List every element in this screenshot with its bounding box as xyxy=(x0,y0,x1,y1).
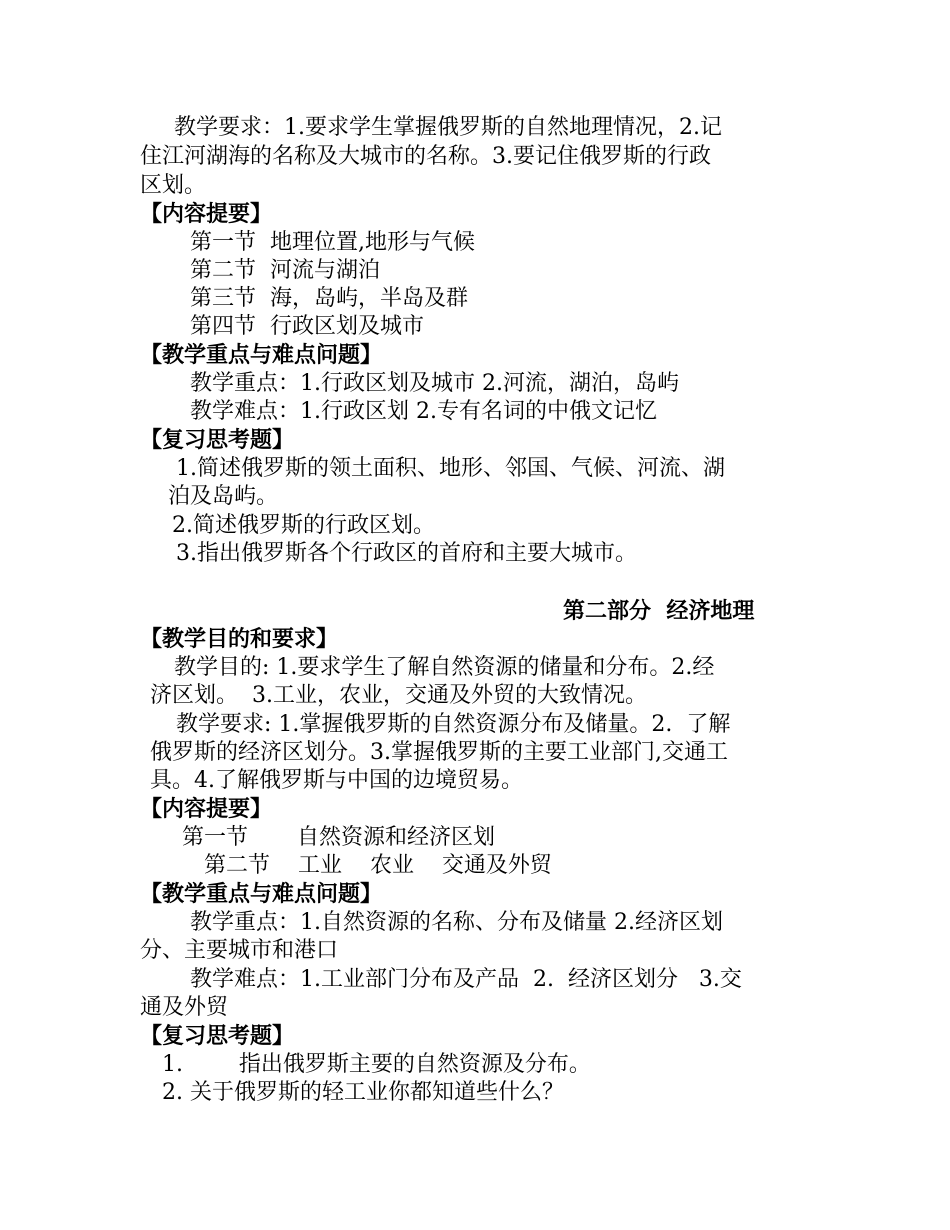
teaching-requirement-line-1: 教学要求：1.要求学生掌握俄罗斯的自然地理情况，2.记 xyxy=(174,115,722,140)
key-points-line: 教学重点：1.行政区划及城市 2.河流，湖泊，岛屿 xyxy=(190,371,679,396)
part-2-title: 第二部分 经济地理 xyxy=(563,598,755,624)
key-difficult-points-heading: 【教学重点与难点问题】 xyxy=(140,881,383,907)
teaching-requirement-line-2: 住江河湖海的名称及大城市的名称。3.要记住俄罗斯的行政 xyxy=(140,144,711,169)
section-item: 第四节 行政区划及城市 xyxy=(190,314,424,339)
teaching-goal-line-1: 教学目的: 1.要求学生了解自然资源的储量和分布。2.经 xyxy=(174,655,715,680)
key-points-line-1: 教学重点：1.自然资源的名称、分布及储量 2.经济区划 xyxy=(190,910,723,935)
teaching-requirement-line-3: 区划。 xyxy=(140,173,207,198)
teaching-requirement-line-3: 具。4.了解俄罗斯与中国的边境贸易。 xyxy=(150,768,523,793)
review-questions-heading: 【复习思考题】 xyxy=(140,1023,295,1049)
section-item: 第一节 自然资源和经济区划 xyxy=(182,825,495,850)
review-question-1-line-2: 泊及岛屿。 xyxy=(168,484,279,509)
difficult-points-line: 教学难点：1.行政区划 2.专有名词的中俄文记忆 xyxy=(190,399,657,424)
teaching-requirement-line-2: 俄罗斯的经济区划分。3.掌握俄罗斯的主要工业部门,交通工 xyxy=(150,740,728,765)
section-item: 第一节 地理位置,地形与气候 xyxy=(190,230,475,255)
review-question-2: 2.简述俄罗斯的行政区划。 xyxy=(172,513,435,538)
section-item: 第二节 工业 农业 交通及外贸 xyxy=(204,853,552,878)
key-difficult-points-heading: 【教学重点与难点问题】 xyxy=(140,342,383,368)
section-item: 第二节 河流与湖泊 xyxy=(190,258,380,283)
section-item: 第三节 海，岛屿，半岛及群 xyxy=(190,286,468,311)
teaching-requirement-line-1: 教学要求: 1.掌握俄罗斯的自然资源分布及储量。2. 了解 xyxy=(176,712,731,737)
teaching-goals-heading: 【教学目的和要求】 xyxy=(140,626,339,652)
review-questions-heading: 【复习思考题】 xyxy=(140,427,295,453)
content-summary-heading: 【内容提要】 xyxy=(140,201,273,227)
content-summary-heading: 【内容提要】 xyxy=(140,796,273,822)
difficult-points-line-1: 教学难点：1.工业部门分布及产品 2. 经济区划分 3.交 xyxy=(190,967,742,992)
teaching-goal-line-2: 济区划。 3.工业，农业，交通及外贸的大致情况。 xyxy=(150,683,647,708)
review-question-3: 3.指出俄罗斯各个行政区的首府和主要大城市。 xyxy=(176,541,637,566)
difficult-points-line-2: 通及外贸 xyxy=(140,995,229,1020)
review-question-2: 2. 关于俄罗斯的轻工业你都知道些什么？ xyxy=(162,1080,564,1105)
review-question-1-line-1: 1.简述俄罗斯的领土面积、地形、邻国、气候、河流、湖 xyxy=(176,456,725,481)
review-question-1: 1. 指出俄罗斯主要的自然资源及分布。 xyxy=(162,1052,591,1077)
key-points-line-2: 分、主要城市和港口 xyxy=(140,938,339,963)
